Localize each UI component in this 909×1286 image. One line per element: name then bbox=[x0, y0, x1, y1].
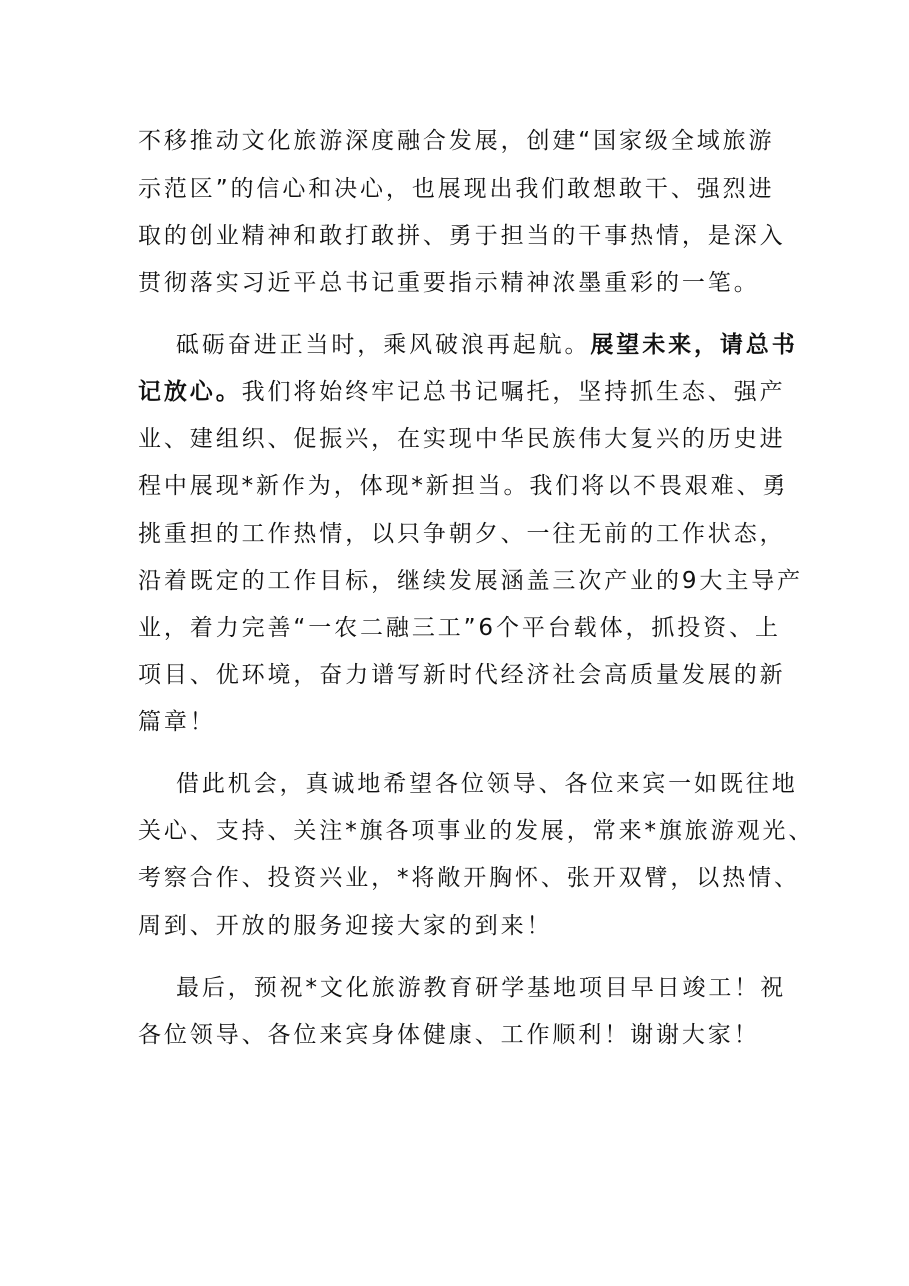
paragraph-2-line-3: 业、建组织、促振兴，在实现中华民族伟大复兴的历史进 bbox=[138, 426, 786, 452]
paragraph-3-line-2: 关心、支持、关注*旗各项事业的发展，常来*旗旅游观光、 bbox=[138, 818, 815, 844]
paragraph-2-normal-text: 砥砺奋进正当时，乘风破浪再起航。 bbox=[176, 332, 591, 358]
paragraph-1-line-1: 不移推动文化旅游深度融合发展，创建“国家级全域旅游 bbox=[138, 128, 775, 154]
paragraph-2-line-8: 项目、优环境，奋力谱写新时代经济社会高质量发展的新 bbox=[138, 662, 786, 688]
paragraph-3-line-4: 周到、开放的服务迎接大家的到来！ bbox=[138, 913, 553, 939]
paragraph-2-normal-text-cont: 我们将始终牢记总书记嘱托，坚持抓生态、强产 bbox=[241, 379, 786, 405]
paragraph-1-line-2: 示范区”的信心和决心，也展现出我们敢想敢干、强烈进 bbox=[138, 176, 775, 202]
paragraph-3-line-3: 考察合作、投资兴业，*将敞开胸怀、张开双臂，以热情、 bbox=[138, 865, 800, 891]
paragraph-1-line-4: 贯彻落实习近平总书记重要指示精神浓墨重彩的一笔。 bbox=[138, 270, 760, 296]
paragraph-2-line-5: 挑重担的工作热情，以只争朝夕、一往无前的工作状态， bbox=[138, 521, 786, 547]
paragraph-4-line-1: 最后，预祝*文化旅游教育研学基地项目早日竣工！祝 bbox=[176, 975, 787, 1001]
paragraph-2-line-2 bbox=[138, 372, 818, 412]
paragraph-2-line-1 bbox=[176, 325, 856, 365]
paragraph-3-line-1: 借此机会，真诚地希望各位领导、各位来宾一如既往地 bbox=[176, 771, 798, 797]
paragraph-2-line-7: 业，着力完善“一农二融三工”6个平台载体，抓投资、上 bbox=[138, 615, 781, 641]
paragraph-2-line-6: 沿着既定的工作目标，继续发展涵盖三次产业的9大主导产 bbox=[138, 568, 804, 594]
paragraph-2-bold-text-cont: 记放心。 bbox=[138, 379, 242, 405]
paragraph-1-line-3: 取的创业精神和敢打敢拼、勇于担当的干事热情，是深入 bbox=[138, 223, 786, 249]
paragraph-2-line-9: 篇章！ bbox=[138, 709, 216, 735]
paragraph-2-bold-text: 展望未来，请总书 bbox=[590, 332, 798, 358]
paragraph-2-line-4: 程中展现*新作为，体现*新担当。我们将以不畏艰难、勇 bbox=[138, 473, 789, 499]
paragraph-4-line-2: 各位领导、各位来宾身体健康、工作顺利！谢谢大家！ bbox=[138, 1022, 760, 1048]
